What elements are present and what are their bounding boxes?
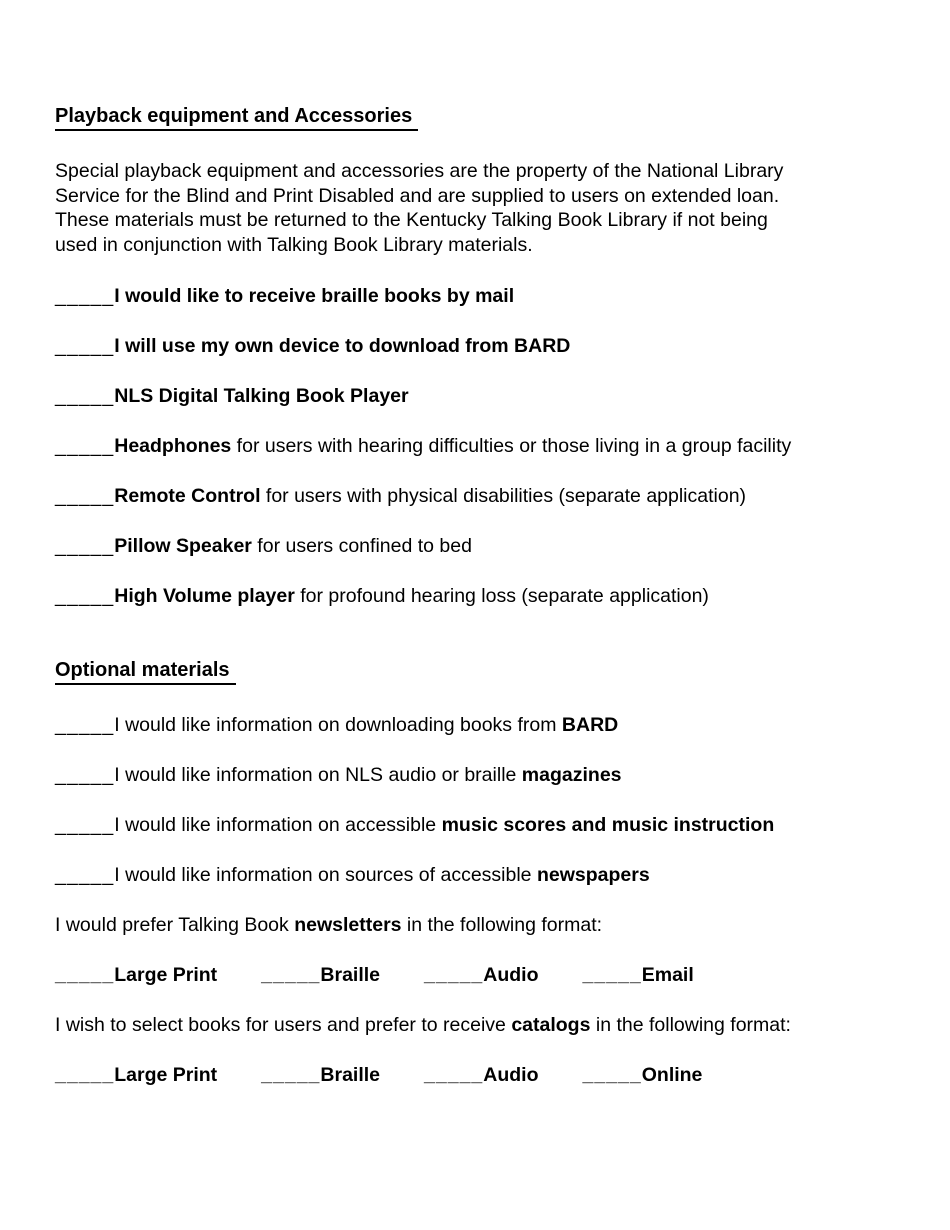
fill-in-blank[interactable]: _____ bbox=[55, 484, 115, 507]
fill-in-blank[interactable]: _____ bbox=[582, 1063, 642, 1086]
intro-text-bold: catalogs bbox=[511, 1013, 591, 1036]
item-text: for users with physical disabilities (separate application) bbox=[260, 484, 747, 507]
optional-item-newspapers bbox=[55, 863, 895, 887]
equipment-item-own-device-bard bbox=[55, 334, 895, 358]
format-option-large-print bbox=[55, 1063, 217, 1087]
optional-item-bard-info bbox=[55, 713, 895, 737]
intro-paragraph bbox=[55, 159, 895, 258]
intro-text: I would prefer Talking Book bbox=[55, 913, 295, 936]
newsletters-intro-line bbox=[55, 913, 895, 937]
paragraph-line: used in conjunction with Talking Book Library materials. bbox=[55, 234, 533, 257]
format-label: Online bbox=[641, 1063, 703, 1086]
catalog-format-row bbox=[55, 1063, 895, 1087]
fill-in-blank[interactable]: _____ bbox=[55, 813, 115, 836]
section-heading-playback-equipment bbox=[55, 104, 895, 131]
fill-in-blank[interactable]: _____ bbox=[55, 863, 115, 886]
format-label: Braille bbox=[320, 963, 381, 986]
fill-in-blank[interactable]: _____ bbox=[55, 284, 115, 307]
fill-in-blank[interactable]: _____ bbox=[261, 1063, 321, 1086]
item-text: I would like information on downloading books from bbox=[114, 713, 562, 736]
item-text-bold: NLS Digital Talking Book Player bbox=[114, 384, 409, 407]
equipment-item-high-volume-player bbox=[55, 584, 895, 608]
paragraph-line: Service for the Blind and Print Disabled and are supplied to users on extended loan. bbox=[55, 184, 780, 207]
format-option-email bbox=[583, 963, 694, 987]
fill-in-blank[interactable]: _____ bbox=[55, 334, 115, 357]
fill-in-blank[interactable]: _____ bbox=[55, 963, 115, 986]
equipment-item-pillow-speaker bbox=[55, 534, 895, 558]
format-label: Large Print bbox=[114, 1063, 218, 1086]
item-text-bold: music scores and music instruction bbox=[441, 813, 775, 836]
fill-in-blank[interactable]: _____ bbox=[55, 434, 115, 457]
section-heading-optional-materials bbox=[55, 658, 895, 685]
item-text-bold: BARD bbox=[561, 713, 619, 736]
format-label: Email bbox=[641, 963, 694, 986]
format-option-audio bbox=[424, 963, 538, 987]
intro-text-bold: newsletters bbox=[294, 913, 402, 936]
format-option-large-print bbox=[55, 963, 217, 987]
fill-in-blank[interactable]: _____ bbox=[582, 963, 642, 986]
equipment-item-headphones bbox=[55, 434, 895, 458]
format-option-audio bbox=[424, 1063, 538, 1087]
equipment-item-nls-player bbox=[55, 384, 895, 408]
fill-in-blank[interactable]: _____ bbox=[55, 1063, 115, 1086]
fill-in-blank[interactable]: _____ bbox=[261, 963, 321, 986]
paragraph-line: Special playback equipment and accessories are the property of the National Library bbox=[55, 160, 784, 182]
item-text: I would like information on NLS audio or braille bbox=[114, 763, 522, 786]
paragraph-line: These materials must be returned to the Kentucky Talking Book Library if not being bbox=[55, 209, 768, 232]
heading-text: Optional materials bbox=[55, 658, 236, 685]
intro-text: in the following format: bbox=[401, 913, 603, 936]
format-option-online bbox=[583, 1063, 703, 1087]
item-text-bold: Remote Control bbox=[114, 484, 261, 507]
fill-in-blank[interactable]: _____ bbox=[424, 1063, 484, 1086]
format-label: Large Print bbox=[114, 963, 218, 986]
intro-text: in the following format: bbox=[590, 1013, 791, 1036]
item-text-bold: Headphones bbox=[114, 434, 232, 457]
item-text-bold: magazines bbox=[521, 763, 622, 786]
fill-in-blank[interactable]: _____ bbox=[55, 384, 115, 407]
item-text-bold: I will use my own device to download from BARD bbox=[114, 334, 571, 357]
item-text-bold: newspapers bbox=[536, 863, 650, 886]
optional-item-music-scores bbox=[55, 813, 895, 837]
item-text: for users with hearing difficulties or those living in a group facility bbox=[231, 434, 792, 457]
item-text: I would like information on sources of accessible bbox=[114, 863, 537, 886]
fill-in-blank[interactable]: _____ bbox=[55, 584, 115, 607]
format-label: Audio bbox=[483, 963, 539, 986]
equipment-item-braille-books bbox=[55, 284, 895, 308]
equipment-item-remote-control bbox=[55, 484, 895, 508]
fill-in-blank[interactable]: _____ bbox=[424, 963, 484, 986]
format-label: Audio bbox=[483, 1063, 539, 1086]
item-text-bold: Pillow Speaker bbox=[114, 534, 252, 557]
fill-in-blank[interactable]: _____ bbox=[55, 763, 115, 786]
format-option-braille bbox=[261, 963, 380, 987]
item-text: for profound hearing loss (separate application) bbox=[294, 584, 709, 607]
item-text: for users confined to bed bbox=[251, 534, 472, 557]
heading-text: Playback equipment and Accessories bbox=[55, 104, 418, 131]
optional-item-magazines bbox=[55, 763, 895, 787]
intro-text: I wish to select books for users and prefer to receive bbox=[55, 1013, 512, 1036]
format-option-braille bbox=[261, 1063, 380, 1087]
catalogs-intro-line bbox=[55, 1013, 895, 1037]
item-text-bold: I would like to receive braille books by mail bbox=[114, 284, 515, 307]
newsletter-format-row bbox=[55, 963, 895, 987]
fill-in-blank[interactable]: _____ bbox=[55, 713, 115, 736]
fill-in-blank[interactable]: _____ bbox=[55, 534, 115, 557]
format-label: Braille bbox=[320, 1063, 381, 1086]
item-text: I would like information on accessible bbox=[114, 813, 442, 836]
item-text-bold: High Volume player bbox=[114, 584, 295, 607]
